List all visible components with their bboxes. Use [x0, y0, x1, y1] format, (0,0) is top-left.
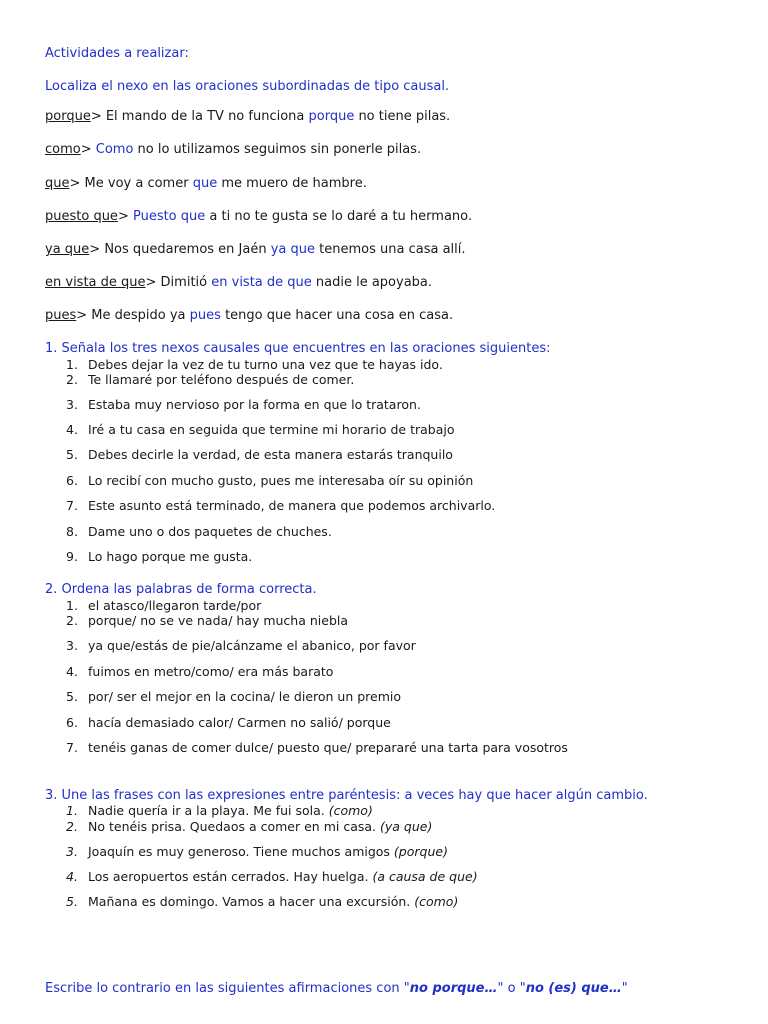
list-item: [66, 819, 432, 834]
list-paren: (ya que): [379, 819, 433, 834]
list-text: el atasco/llegaron tarde/por: [88, 598, 262, 613]
example-nexo: como: [45, 142, 81, 157]
example-after: no lo utilizamos seguimos sin ponerle pilas.: [133, 142, 422, 157]
final-opt2: no (es) que…: [525, 981, 622, 996]
list-item: [66, 549, 252, 564]
example-highlight: Como: [95, 142, 134, 157]
example-row: [45, 109, 450, 125]
list-number: 8.: [66, 524, 78, 539]
example-highlight: pues: [189, 308, 221, 323]
list-number: 3.: [66, 397, 78, 412]
list-text: fuimos en metro/como/ era más barato: [88, 664, 334, 679]
list-item: [66, 613, 348, 628]
example-before: Nos quedaremos en Jaén: [104, 242, 271, 257]
list-text: Los aeropuertos están cerrados. Hay huelga.: [88, 869, 373, 884]
list-text: porque/ no se ve nada/ hay mucha niebla: [88, 613, 349, 628]
final-instruction: [45, 981, 628, 997]
example-nexo: que: [45, 176, 70, 191]
final-end: ": [621, 981, 628, 996]
list-item: [66, 844, 448, 859]
list-number: 4.: [66, 422, 78, 437]
example-after: a ti no te gusta se lo daré a tu hermano.: [205, 209, 473, 224]
example-row: [45, 209, 472, 225]
list-paren: (porque): [393, 844, 448, 859]
list-number: 2.: [66, 819, 78, 834]
example-nexo: pues: [45, 308, 77, 323]
example-arrow: >: [117, 209, 133, 224]
list-text: Debes decirle la verdad, de esta manera estarás tranquilo: [88, 447, 453, 462]
list-number: 3.: [66, 638, 78, 653]
list-number: 1.: [66, 598, 78, 613]
list-text: Dame uno o dos paquetes de chuches.: [88, 524, 332, 539]
intro: Localiza el nexo en las oraciones subordinadas de tipo causal.: [45, 79, 450, 94]
example-row: [45, 242, 466, 258]
list-number: 4.: [66, 664, 78, 679]
example-highlight: Puesto que: [132, 209, 206, 224]
example-highlight: en vista de que: [211, 275, 312, 290]
example-nexo: en vista de que: [45, 275, 146, 290]
example-arrow: >: [145, 275, 161, 290]
example-after: me muero de hambre.: [217, 176, 367, 191]
list-number: 2.: [66, 613, 78, 628]
example-arrow: >: [80, 142, 96, 157]
list-text: Nadie quería ir a la playa. Me fui sola.: [88, 803, 329, 818]
example-before: Me despido ya: [91, 308, 190, 323]
list-item: [66, 894, 458, 909]
list-text: por/ ser el mejor en la cocina/ le dieron un premio: [88, 689, 402, 704]
list-item: [66, 689, 401, 704]
list-text: Estaba muy nervioso por la forma en que lo trataron.: [88, 397, 421, 412]
list-text: Lo hago porque me gusta.: [88, 549, 253, 564]
example-before: Dimitió: [160, 275, 212, 290]
example-arrow: >: [76, 308, 92, 323]
example-after: no tiene pilas.: [354, 109, 451, 124]
section2-title: 2. Ordena las palabras de forma correcta.: [45, 582, 317, 597]
example-arrow: >: [90, 109, 106, 124]
list-item: [66, 598, 261, 613]
list-item: [66, 869, 478, 884]
list-paren: (como): [414, 894, 459, 909]
example-nexo: ya que: [45, 242, 90, 257]
list-text: Mañana es domingo. Vamos a hacer una excursión.: [88, 894, 415, 909]
final-opt1: no porque…: [409, 981, 498, 996]
example-after: nadie le apoyaba.: [311, 275, 433, 290]
list-number: 6.: [66, 473, 78, 488]
example-highlight: porque: [308, 109, 355, 124]
list-item: [66, 803, 373, 818]
list-number: 1.: [66, 357, 78, 372]
example-nexo: puesto que: [45, 209, 118, 224]
list-item: [66, 397, 421, 412]
example-after: tenemos una casa allí.: [315, 242, 466, 257]
list-number: 9.: [66, 549, 78, 564]
list-number: 5.: [66, 689, 78, 704]
list-text: Lo recibí con mucho gusto, pues me interesaba oír su opinión: [88, 473, 474, 488]
list-number: 3.: [66, 844, 78, 859]
list-number: 1.: [66, 803, 78, 818]
list-item: [66, 664, 333, 679]
list-item: [66, 372, 354, 387]
example-row: [45, 176, 367, 192]
list-item: [66, 473, 473, 488]
section1-title: 1. Señala los tres nexos causales que encuentres en las oraciones siguientes:: [45, 341, 551, 356]
list-text: Iré a tu casa en seguida que termine mi horario de trabajo: [88, 422, 455, 437]
list-item: [66, 447, 453, 462]
list-item: [66, 357, 443, 372]
list-text: Te llamaré por teléfono después de comer.: [88, 372, 355, 387]
list-text: Debes dejar la vez de tu turno una vez que te hayas ido.: [88, 357, 443, 372]
final-lead: Escribe lo contrario en las siguientes afirmaciones con ": [45, 981, 410, 996]
example-row: [45, 308, 453, 324]
list-item: [66, 422, 455, 437]
list-item: [66, 715, 391, 730]
section3-title: 3. Une las frases con las expresiones entre paréntesis: a veces hay que hacer algún cambio.: [45, 788, 648, 803]
list-text: hacía demasiado calor/ Carmen no salió/ porque: [88, 715, 391, 730]
example-before: El mando de la TV no funciona: [105, 109, 309, 124]
list-number: 7.: [66, 498, 78, 513]
list-item: [66, 638, 416, 653]
list-item: [66, 498, 495, 513]
example-before: Me voy a comer: [84, 176, 193, 191]
example-row: [45, 275, 432, 291]
example-arrow: >: [89, 242, 105, 257]
example-highlight: que: [192, 176, 218, 191]
example-row: [45, 142, 421, 158]
example-after: tengo que hacer una cosa en casa.: [220, 308, 454, 323]
list-number: 5.: [66, 894, 78, 909]
list-number: 2.: [66, 372, 78, 387]
example-nexo: porque: [45, 109, 91, 124]
list-number: 4.: [66, 869, 78, 884]
list-paren: (a causa de que): [372, 869, 478, 884]
list-text: No tenéis prisa. Quedaos a comer en mi casa.: [88, 819, 380, 834]
example-highlight: ya que: [270, 242, 316, 257]
list-text: tenéis ganas de comer dulce/ puesto que/ prepararé una tarta para vosotros: [88, 740, 568, 755]
list-item: [66, 524, 332, 539]
heading: Actividades a realizar:: [45, 46, 189, 61]
example-arrow: >: [69, 176, 85, 191]
list-text: Este asunto está terminado, de manera que podemos archivarlo.: [88, 498, 496, 513]
final-mid: " o ": [497, 981, 526, 996]
list-text: ya que/estás de pie/alcánzame el abanico, por favor: [88, 638, 416, 653]
list-number: 5.: [66, 447, 78, 462]
list-number: 7.: [66, 740, 78, 755]
list-paren: (como): [328, 803, 373, 818]
list-text: Joaquín es muy generoso. Tiene muchos amigos: [88, 844, 394, 859]
list-number: 6.: [66, 715, 78, 730]
list-item: [66, 740, 568, 755]
